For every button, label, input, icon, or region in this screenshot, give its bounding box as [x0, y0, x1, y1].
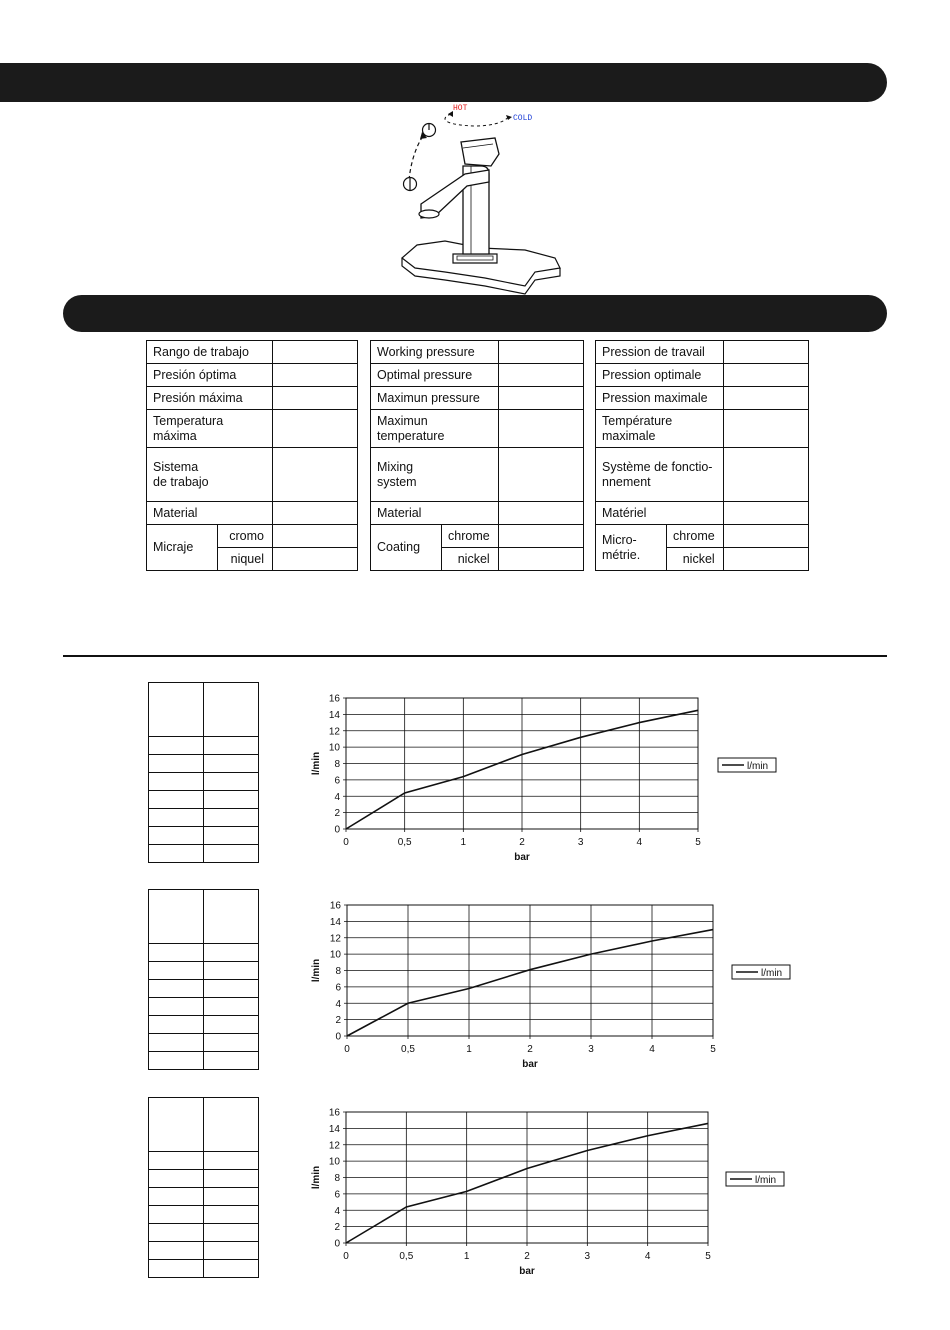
grid-cell — [204, 1260, 259, 1278]
spec-value — [273, 525, 358, 548]
flow-value-grid — [148, 682, 259, 863]
y-tick-label: 10 — [328, 742, 340, 754]
grid-cell — [204, 980, 259, 998]
spec-label: Rango de trabajo — [147, 341, 273, 364]
x-axis-label: bar — [522, 1059, 538, 1070]
x-tick-label: 0 — [343, 837, 349, 848]
spec-label-line: nnement — [602, 474, 651, 489]
spec-label-line: Mixing — [377, 459, 414, 474]
grid-cell — [204, 1034, 259, 1052]
legend-label: l/min — [747, 761, 769, 772]
y-tick-label: 12 — [328, 726, 340, 738]
grid-cell — [204, 1242, 259, 1260]
x-axis-label: bar — [519, 1266, 535, 1277]
spec-value — [273, 341, 358, 364]
grid-cell — [149, 1260, 204, 1278]
grid-cell — [204, 998, 259, 1016]
spec-label: Working pressure — [371, 341, 499, 364]
spec-label: Micraje — [147, 525, 218, 571]
x-tick-label: 0,5 — [401, 1044, 415, 1055]
spec-table-en — [370, 340, 584, 571]
grid-cell — [149, 1242, 204, 1260]
grid-cell — [204, 1152, 259, 1170]
spec-label-line: maximale — [602, 428, 656, 443]
spec-value — [498, 502, 583, 525]
y-axis-label: l/min — [311, 751, 322, 776]
section-band — [63, 295, 887, 332]
grid-cell — [149, 1016, 204, 1034]
spec-label: Presión máxima — [147, 387, 273, 410]
x-tick-label: 5 — [710, 1044, 716, 1055]
y-tick-label: 8 — [334, 759, 340, 770]
y-tick-label: 2 — [334, 808, 340, 820]
y-tick-label: 10 — [328, 1156, 340, 1168]
y-tick-label: 0 — [335, 1031, 341, 1043]
spec-value — [498, 364, 583, 387]
flow-value-grid — [148, 1097, 259, 1278]
spec-label-line: Sistema — [153, 459, 199, 474]
grid-cell — [204, 755, 259, 773]
spec-value — [498, 410, 583, 448]
spec-label — [147, 448, 273, 502]
spec-label-line: máxima — [153, 428, 197, 443]
cold-label: COLD — [513, 114, 533, 123]
spec-value — [723, 387, 808, 410]
x-tick-label: 1 — [466, 1044, 472, 1055]
spec-value — [723, 548, 808, 571]
y-tick-label: 16 — [328, 693, 340, 705]
grid-cell — [149, 1052, 204, 1070]
spec-value — [723, 364, 808, 387]
grid-cell — [149, 1098, 204, 1152]
y-tick-label: 0 — [334, 1238, 340, 1250]
x-tick-label: 1 — [463, 1251, 470, 1262]
y-axis-label: l/min — [311, 958, 322, 983]
spec-label: Pression optimale — [596, 364, 724, 387]
grid-cell — [149, 980, 204, 998]
spec-value — [273, 364, 358, 387]
grid-cell — [149, 755, 204, 773]
grid-cell — [204, 791, 259, 809]
spec-label-line: Maximun — [377, 413, 428, 428]
y-tick-label: 12 — [328, 1140, 340, 1152]
x-tick-label: 3 — [588, 1044, 594, 1055]
grid-cell — [149, 998, 204, 1016]
grid-cell — [204, 845, 259, 863]
spec-value — [723, 525, 808, 548]
y-tick-label: 8 — [334, 1173, 340, 1184]
grid-cell — [204, 1188, 259, 1206]
spec-value — [498, 525, 583, 548]
x-tick-label: 1 — [460, 837, 467, 848]
spec-label-line: temperature — [377, 428, 445, 443]
spec-table-fr — [595, 340, 809, 571]
x-axis-label: bar — [514, 852, 530, 863]
x-tick-label: 4 — [644, 1251, 651, 1262]
spec-sublabel: cromo — [218, 525, 273, 548]
spec-value — [273, 548, 358, 571]
x-tick-label: 5 — [705, 1251, 711, 1262]
grid-cell — [149, 1206, 204, 1224]
spec-label-line: system — [377, 474, 417, 489]
grid-cell — [204, 962, 259, 980]
spec-value — [498, 387, 583, 410]
spec-value — [498, 548, 583, 571]
x-tick-label: 3 — [584, 1251, 591, 1262]
y-axis-label: l/min — [311, 1165, 322, 1190]
grid-cell — [204, 773, 259, 791]
x-tick-label: 2 — [527, 1044, 533, 1055]
grid-cell — [149, 1188, 204, 1206]
y-tick-label: 14 — [328, 1123, 340, 1135]
lever-arc — [409, 136, 423, 180]
spec-label: Coating — [371, 525, 442, 571]
grid-cell — [204, 827, 259, 845]
x-tick-label: 0 — [343, 1251, 349, 1262]
x-tick-label: 3 — [577, 837, 584, 848]
spec-value — [273, 448, 358, 502]
x-tick-label: 4 — [636, 837, 643, 848]
grid-cell — [149, 1224, 204, 1242]
spec-label — [371, 410, 499, 448]
y-tick-label: 8 — [335, 966, 341, 977]
faucet-illustration — [385, 100, 570, 295]
spec-value — [273, 502, 358, 525]
spec-label — [596, 448, 724, 502]
spec-value — [723, 410, 808, 448]
grid-cell — [149, 1152, 204, 1170]
flow-chart-1 — [300, 690, 800, 875]
temperature-arc — [445, 114, 509, 126]
y-tick-label: 10 — [329, 949, 341, 961]
spec-value — [723, 502, 808, 525]
grid-cell — [149, 962, 204, 980]
hot-label: HOT — [453, 104, 468, 113]
grid-cell — [204, 1098, 259, 1152]
y-tick-label: 4 — [334, 791, 340, 803]
grid-cell — [204, 1016, 259, 1034]
spec-label: Material — [371, 502, 499, 525]
spec-label-line: de trabajo — [153, 474, 209, 489]
spec-label — [371, 448, 499, 502]
spec-sublabel: chrome — [442, 525, 499, 548]
grid-cell — [149, 791, 204, 809]
spec-label-line: Système de fonctio- — [602, 459, 713, 474]
spec-label: Pression maximale — [596, 387, 724, 410]
y-tick-label: 6 — [334, 775, 340, 787]
spec-value — [273, 410, 358, 448]
y-tick-label: 2 — [335, 1015, 341, 1027]
x-tick-label: 5 — [695, 837, 701, 848]
legend-label: l/min — [761, 968, 783, 979]
grid-cell — [149, 737, 204, 755]
spec-sublabel: chrome — [667, 525, 724, 548]
grid-cell — [149, 1170, 204, 1188]
legend-label: l/min — [755, 1175, 777, 1186]
y-tick-label: 16 — [328, 1107, 340, 1119]
spec-label-line: Micro- — [602, 532, 637, 547]
section-divider — [63, 655, 887, 657]
grid-cell — [204, 737, 259, 755]
y-tick-label: 14 — [328, 709, 340, 721]
spec-label-line: métrie. — [602, 547, 641, 562]
grid-cell — [204, 683, 259, 737]
spec-value — [723, 341, 808, 364]
y-tick-label: 4 — [334, 1205, 340, 1217]
lever-handle — [461, 138, 499, 166]
grid-cell — [204, 1052, 259, 1070]
spec-sublabel: nickel — [442, 548, 499, 571]
grid-cell — [204, 890, 259, 944]
spec-sublabel: nickel — [667, 548, 724, 571]
spec-value — [498, 341, 583, 364]
y-tick-label: 6 — [335, 982, 341, 994]
y-tick-label: 4 — [335, 998, 341, 1010]
x-tick-label: 2 — [524, 1251, 530, 1262]
header-band — [0, 63, 887, 102]
y-tick-label: 6 — [334, 1189, 340, 1201]
y-tick-label: 16 — [329, 900, 341, 912]
spec-label — [596, 410, 724, 448]
spec-value — [273, 387, 358, 410]
y-tick-label: 14 — [329, 916, 341, 928]
spec-table-es — [146, 340, 358, 571]
spec-label: Optimal pressure — [371, 364, 499, 387]
spec-label: Presión óptima — [147, 364, 273, 387]
grid-cell — [149, 1034, 204, 1052]
x-tick-label: 4 — [649, 1044, 655, 1055]
grid-cell — [149, 845, 204, 863]
spec-label — [596, 525, 667, 571]
flow-chart-3 — [300, 1104, 800, 1289]
grid-cell — [204, 944, 259, 962]
grid-cell — [204, 1224, 259, 1242]
grid-cell — [149, 944, 204, 962]
x-tick-label: 0,5 — [397, 837, 412, 848]
grid-cell — [204, 1170, 259, 1188]
grid-cell — [204, 1206, 259, 1224]
x-tick-label: 0,5 — [399, 1251, 414, 1262]
flow-chart-2 — [300, 897, 800, 1082]
grid-cell — [149, 890, 204, 944]
y-tick-label: 12 — [329, 933, 341, 945]
spec-label: Maximun pressure — [371, 387, 499, 410]
spec-value — [723, 448, 808, 502]
spec-label — [147, 410, 273, 448]
grid-cell — [149, 683, 204, 737]
spec-label: Matériel — [596, 502, 724, 525]
y-tick-label: 2 — [334, 1222, 340, 1234]
grid-cell — [149, 809, 204, 827]
spec-value — [498, 448, 583, 502]
spec-label: Material — [147, 502, 273, 525]
grid-cell — [149, 827, 204, 845]
x-tick-label: 0 — [344, 1044, 350, 1055]
spec-label: Pression de travail — [596, 341, 724, 364]
flow-value-grid — [148, 889, 259, 1070]
grid-cell — [204, 809, 259, 827]
x-tick-label: 2 — [519, 837, 525, 848]
spec-label-line: Temperatura — [153, 413, 224, 428]
y-tick-label: 0 — [334, 824, 340, 836]
grid-cell — [149, 773, 204, 791]
spec-sublabel: niquel — [218, 548, 273, 571]
spec-label-line: Température — [602, 413, 673, 428]
